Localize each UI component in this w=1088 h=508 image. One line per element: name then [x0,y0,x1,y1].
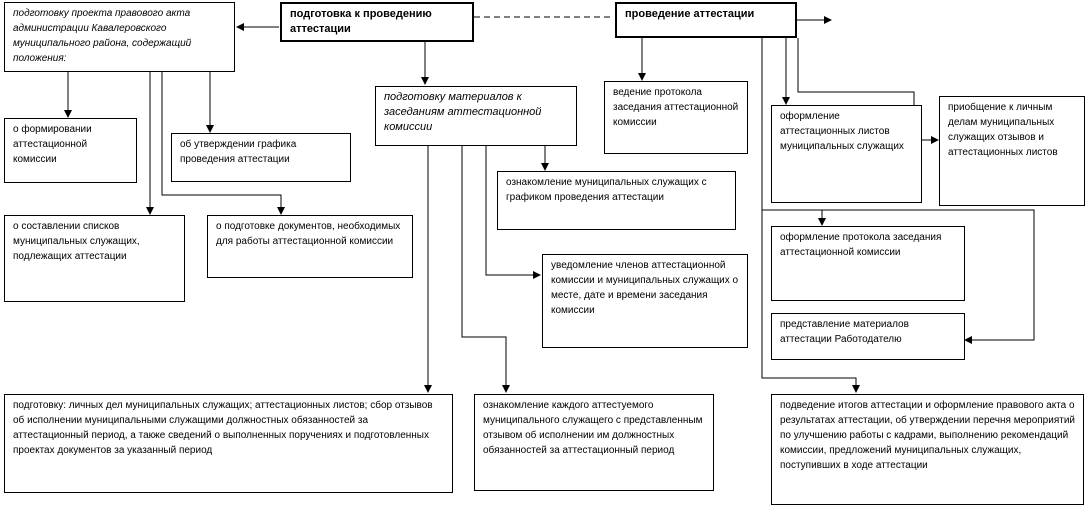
node-notify: уведомление членов аттестационной комиссии и муниципальных служащих о месте, дате и времени заседания комиссии [542,254,748,348]
node-conduct: проведение аттестации [615,2,797,38]
node-present: представление материалов аттестации Работодателю [771,313,965,360]
node-commission: о формировании аттестационной комиссии [4,118,137,183]
node-familiar-each: ознакомление каждого аттестуемого муниципального служащего с представленным отзывом об исполнении им должностных обязанностей за аттестационный период [474,394,714,491]
node-lists: о составлении списков муниципальных служащих, подлежащих аттестации [4,215,185,302]
node-familiar-schedule: ознакомление муниципальных служащих с графиком проведения аттестации [497,171,736,230]
node-schedule: об утверждении графика проведения аттестации [171,133,351,182]
node-project: подготовку проекта правового акта администрации Кавалеровского муниципального района, содержащий положения: [4,2,235,72]
node-protocol-form: оформление протокола заседания аттестационной комиссии [771,226,965,301]
node-protocol-conduct: ведение протокола заседания аттестационной комиссии [604,81,748,154]
node-materials: подготовку материалов к заседаниям аттестационной комиссии [375,86,577,146]
node-docs: о подготовке документов, необходимых для работы аттестационной комиссии [207,215,413,278]
node-sheets: оформление аттестационных листов муниципальных служащих [771,105,922,203]
node-personal: подготовку: личных дел муниципальных служащих; аттестационных листов; сбор отзывов об исполнении муниципальными служащими должностных обязанностей за аттестационный период, а также сведений о выполненных поручениях и подготовленных проектах документов за указанный период [4,394,453,493]
node-results: подведение итогов аттестации и оформление правового акта о результатах аттестации, об утверждении перечня мероприятий по улучшению работы с кадрами, выполнению рекомендаций комиссии, предложений муниципальных служащих, поступивших в ходе аттестации [771,394,1084,505]
node-prep: подготовка к проведению аттестации [280,2,474,42]
node-attach: приобщение к личным делам муниципальных служащих отзывов и аттестационных листов [939,96,1085,206]
